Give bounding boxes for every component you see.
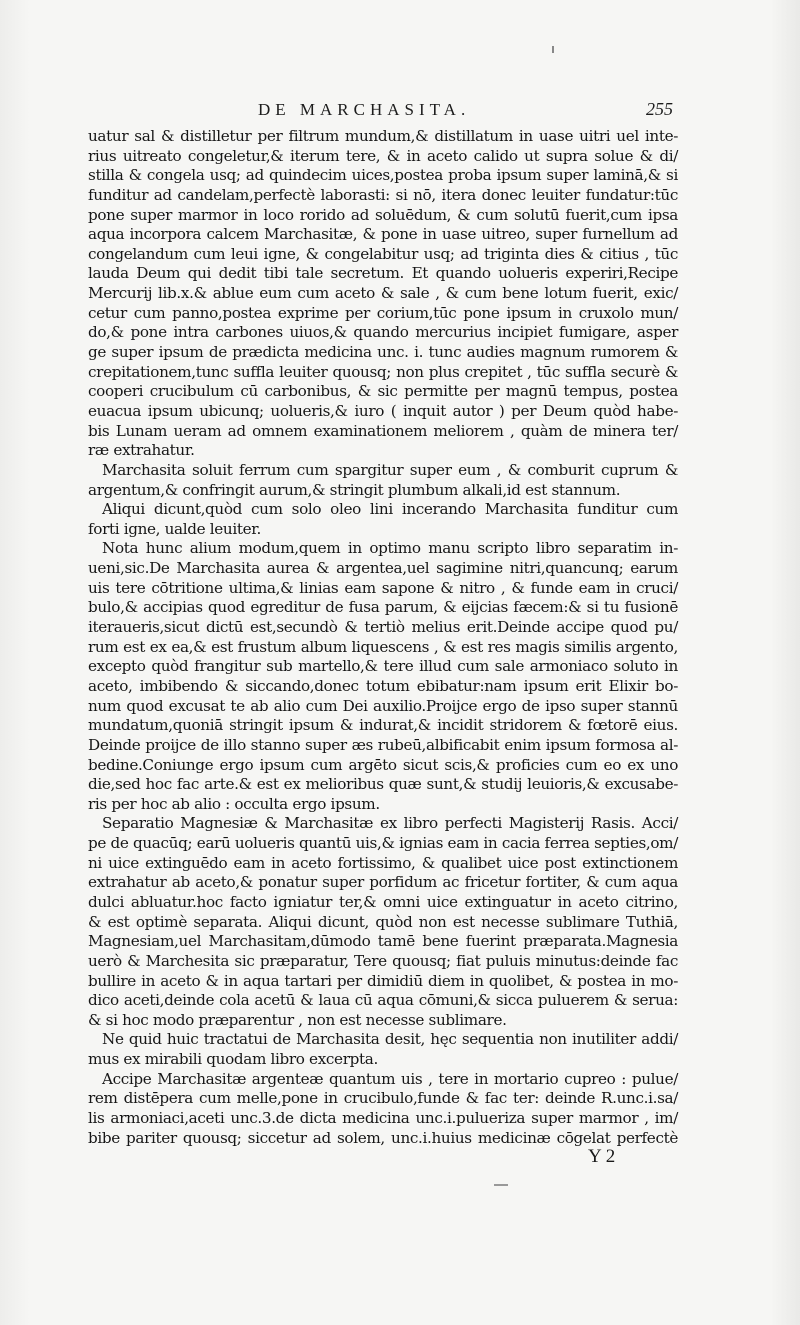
text-line: cetur cum panno,postea exprime per corium,tūc pone ipsum in cruxolo mun/ — [88, 303, 678, 322]
text-line: argentum,& confringit aurum,& stringit plumbum alkali,id est stannum. — [88, 480, 621, 499]
text-line: excepto quòd frangitur sub martello,& tere illud cum sale armoniaco soluto in — [88, 657, 678, 676]
text-line: pe de quacūq; earū uolueris quantū uis,& ignias eam in cacia ferrea septies,om/ — [88, 834, 678, 853]
text-line: lis armoniaci,aceti unc.3.de dicta medicina unc.i.pulueriza super marmor , im/ — [88, 1109, 678, 1128]
running-head: DE MARCHASITA. — [258, 100, 471, 119]
text-line: bullire in aceto & in aqua tartari per dimidiū diem in quolibet, & postea in mo- — [88, 971, 678, 990]
text-line: uatur sal & distilletur per filtrum mundum,& distillatum in uase uitri uel inte- — [88, 127, 678, 145]
text-line: Nota hunc alium modum,quem in optimo manu scripto libro separatim in- — [102, 539, 678, 558]
text-line: num quod excusat te ab alio cum Dei auxilio.Proijce ergo de ipso super stannū — [88, 696, 678, 715]
text-line: pone super marmor in loco rorido ad soluēdum, & cum solutū fuerit,cum ipsa — [88, 205, 678, 224]
text-line: forti igne, ualde leuiter. — [88, 519, 261, 538]
body-text — [88, 127, 678, 1148]
text-line: bis Lunam ueram ad omnem examinationem meliorem , quàm de minera ter/ — [88, 421, 678, 440]
page-number: 255 — [646, 99, 673, 119]
text-line: ræ extrahatur. — [88, 441, 195, 460]
text-line: rum est ex ea,& est frustum album liquescens , & est res magis similis argento, — [88, 637, 678, 656]
text-line: bedine.Coniunge ergo ipsum cum argēto sicut scis,& proficies cum eo ex uno — [88, 755, 678, 774]
text-line: mundatum,quoniā stringit ipsum & indurat,& incidit stridorem & fœtorē eius. — [88, 716, 678, 735]
text-line: Deinde proijce de illo stanno super æs rubeū,albificabit enim ipsum formosa al- — [88, 735, 678, 754]
text-line: euacua ipsum ubicunq; uolueris,& iuro ( inquit autor ) per Deum quòd habe- — [88, 401, 678, 420]
text-line: funditur ad candelam,perfectè laborasti: si nō, itera donec leuiter fundatur:tūc — [88, 185, 678, 204]
text-line: congelandum cum leui igne, & congelabitur usq; ad triginta dies & citius , tūc — [88, 244, 678, 263]
text-line: iteraueris,sicut dictū est,secundò & tertiò melius erit.Deinde accipe quod pu/ — [88, 618, 678, 637]
text-line: Separatio Magnesiæ & Marchasitæ ex libro perfecti Magisterij Rasis. Acci/ — [102, 814, 678, 833]
text-line: dulci abluatur.hoc facto igniatur ter,& omni uice extinguatur in aceto citrino, — [88, 892, 678, 911]
printer-mark-bottom — [494, 1184, 508, 1186]
text-line: rius uitreato congeletur,& iterum tere, & in aceto calido ut supra solue & di/ — [88, 146, 678, 165]
text-line: dico aceti,deinde cola acetū & laua cū aqua cōmuni,& sicca puluerem & serua: — [88, 991, 678, 1010]
text-line: uis tere cōtritione ultima,& linias eam sapone & nitro , & funde eam in cruci/ — [88, 578, 678, 597]
text-line: ni uice extinguēdo eam in aceto fortissimo, & qualibet uice post extinctionem — [88, 853, 678, 872]
text-line: cooperi crucibulum cū carbonibus, & sic permitte per magnū tempus, postea — [88, 382, 678, 401]
text-line: stilla & congela usq; ad quindecim uices,postea proba ipsum super laminā,& si — [88, 166, 678, 185]
text-line: aqua incorpora calcem Marchasitæ, & pone in uase uitreo, super furnellum ad — [88, 225, 678, 244]
text-line: & est optimè separata. Aliqui dicunt, quòd non est necesse sublimare Tuthiā, — [88, 912, 678, 931]
printer-mark-top — [552, 46, 554, 53]
text-line: die,sed hoc fac arte.& est ex melioribus quæ sunt,& studij leuioris,& excusabe- — [88, 775, 678, 794]
text-line: mus ex mirabili quodam libro excerpta. — [88, 1050, 378, 1069]
text-line: bibe pariter quousq; siccetur ad solem, unc.i.huius medicinæ cōgelat perfectè — [88, 1128, 678, 1147]
text-line: aceto, imbibendo & siccando,donec totum ebibatur:nam ipsum erit Elixir bo- — [88, 676, 678, 695]
signature-mark: Y 2 — [588, 1146, 616, 1167]
text-line: Marchasita soluit ferrum cum spargitur super eum , & comburit cuprum & — [102, 460, 678, 479]
text-line: rem distēpera cum melle,pone in crucibulo,funde & fac ter: deinde R.unc.i.sa/ — [88, 1089, 678, 1108]
text-line: Ne quid huic tractatui de Marchasita desit, hęc sequentia non inutiliter addi/ — [102, 1030, 678, 1049]
text-line: Mercurij lib.x.& ablue eum cum aceto & sale , & cum bene lotum fuerit, exic/ — [88, 284, 678, 303]
text-line: ueni,sic.De Marchasita aurea & argentea,uel sagimine nitri,quancunq; earum — [88, 559, 678, 578]
text-line: bulo,& accipias quod egreditur de fusa parum, & eijcias fæcem:& si tu fusionē — [88, 598, 678, 617]
text-line: crepitationem,tunc suffla leuiter quousq; non plus crepitet , tūc suffla securè & — [88, 362, 678, 381]
text-line: extrahatur ab aceto,& ponatur super porfidum ac fricetur fortiter, & cum aqua — [88, 873, 678, 892]
text-line: & si hoc modo præparentur , non est necesse sublimare. — [88, 1010, 507, 1029]
text-line: uerò & Marchesita sic præparatur, Tere quousq; fiat puluis minutus:deinde fac — [88, 951, 678, 970]
text-line: ge super ipsum de prædicta medicina unc. i. tunc audies magnum rumorem & — [88, 343, 678, 362]
text-line: ris per hoc ab alio : occulta ergo ipsum. — [88, 794, 380, 813]
text-line: Aliqui dicunt,quòd cum solo oleo lini incerando Marchasita funditur cum — [102, 500, 678, 519]
text-line: do,& pone intra carbones uiuos,& quando mercurius incipiet fumigare, asper — [88, 323, 678, 342]
text-line: Accipe Marchasitæ argenteæ quantum uis , tere in mortario cupreo : pulue/ — [102, 1069, 678, 1088]
text-line: Magnesiam,uel Marchasitam,dūmodo tamē bene fuerint præparata.Magnesia — [88, 932, 678, 951]
text-line: lauda Deum qui dedit tibi tale secretum. Et quando uolueris experiri,Recipe — [88, 264, 678, 283]
